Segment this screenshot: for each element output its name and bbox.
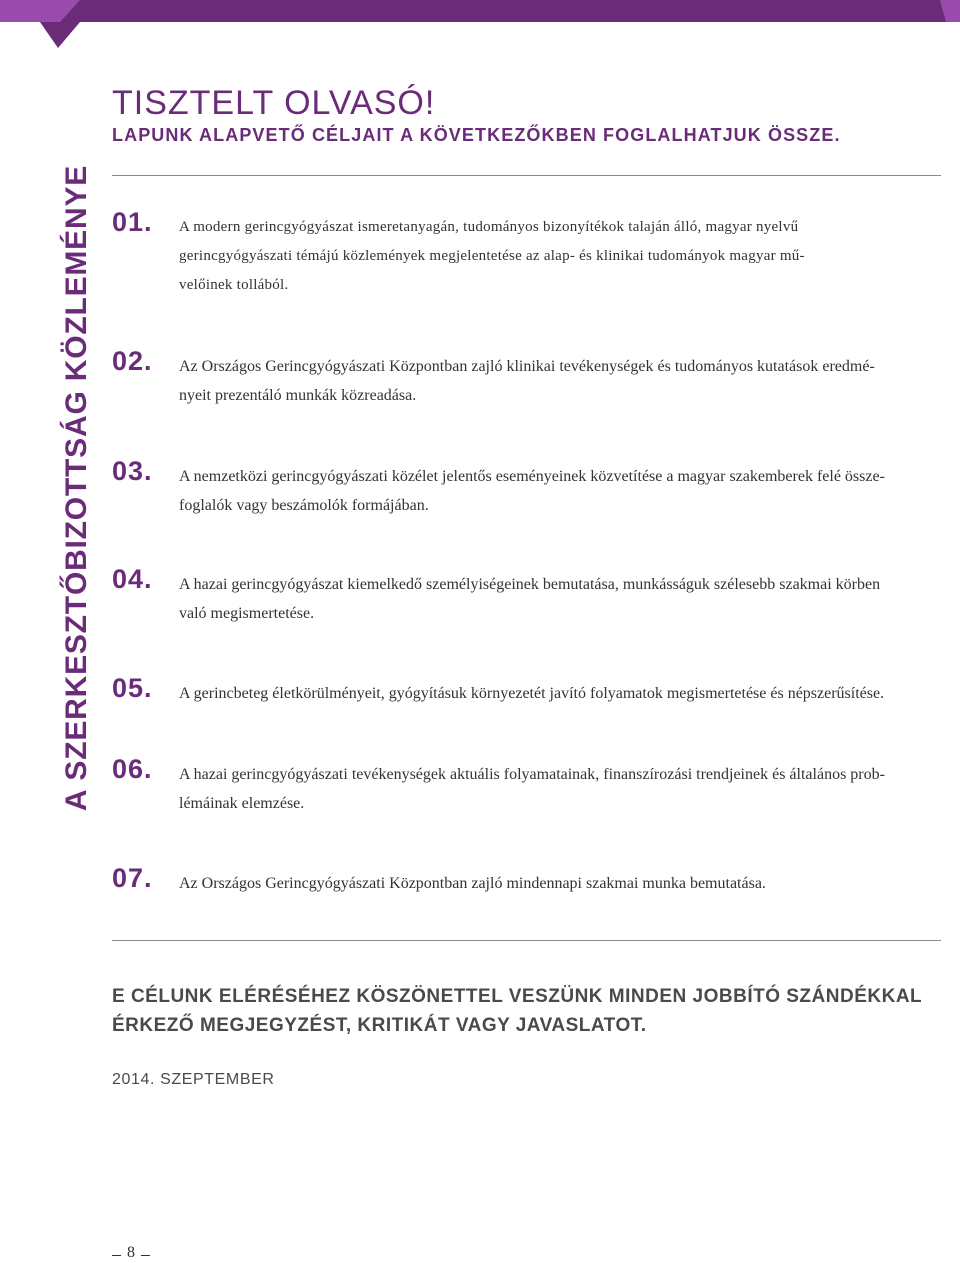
goal-text [179,869,944,898]
goal-number: 03. [112,456,153,486]
goal-text [179,462,944,520]
header-triangle [40,22,80,48]
goal-number: 07. [112,863,153,893]
closing-line-2: ÉRKEZŐ MEGJEGYZÉST, KRITIKÁT VAGY JAVASLATOT. [112,1015,647,1036]
goal-line: lémáinak elemzése. [179,795,305,812]
greeting-heading: TISZTELT OLVASÓ! [112,84,436,122]
goal-number: 06. [112,754,153,784]
goal-line: Az Országos Gerincgyógyászati Központban zajló klinikai tevékenységek és tudományos kutatások eredmé- [179,358,875,375]
goal-line: Az Országos Gerincgyógyászati Központban zajló mindennapi szakmai munka bemutatása. [179,875,766,892]
goal-line: velőinek tollából. [179,277,289,293]
goal-text [179,679,944,708]
goal-line: való megismertetése. [179,605,315,622]
goal-text [179,352,944,410]
side-title: A SZERKESZTŐBIZOTTSÁG KÖZLEMÉNYE [60,164,93,812]
closing-statement [112,982,952,1040]
subtitle: LAPUNK ALAPVETŐ CÉLJAIT A KÖVETKEZŐKBEN FOGLALHATJUK ÖSSZE. [112,125,841,145]
closing-line-1: E CÉLUNK ELÉRÉSÉHEZ KÖSZÖNETTEL VESZÜNK MINDEN JOBBÍTÓ SZÁNDÉKKAL [112,986,923,1007]
goal-line: gerincgyógyászati témájú közlemények megjelentetése az alap- és klinikai tudományok magyar mű- [179,248,805,264]
goal-line: A nemzetközi gerincgyógyászati közélet jelentős eseményeinek közvetítése a magyar szakemberek felé össze- [179,468,885,485]
goal-number: 05. [112,673,153,703]
goal-number: 01. [112,207,153,237]
goal-line: A modern gerincgyógyászat ismeretanyagán, tudományos bizonyítékok talaján álló, magyar nyelvű [179,219,799,235]
goal-line: foglalók vagy beszámolók formájában. [179,497,429,514]
header-band [0,0,960,22]
goal-line: nyeit prezentáló munkák közreadása. [179,387,417,404]
bottom-divider [112,940,941,941]
top-banner [0,0,960,50]
goal-number: 04. [112,564,153,594]
goal-line: A hazai gerincgyógyászati tevékenységek aktuális folyamatainak, finanszírozási trendjeinek és általános prob- [179,766,885,783]
goal-line: A hazai gerincgyógyászat kiemelkedő személyiségeinek bemutatása, munkásságuk szélesebb szakmai körben [179,576,881,593]
goal-line: A gerincbeteg életkörülményeit, gyógyításuk környezetét javító folyamatok megismertetése és népszerűsítése. [179,685,885,702]
top-divider [112,175,941,176]
goal-number: 02. [112,346,153,376]
page-number: 8 [127,1244,135,1261]
goal-text [179,760,944,818]
page-number-dash-right [141,1255,150,1256]
goal-text [179,213,944,300]
issue-date: 2014. SZEPTEMBER [112,1071,275,1088]
goal-text [179,570,944,628]
